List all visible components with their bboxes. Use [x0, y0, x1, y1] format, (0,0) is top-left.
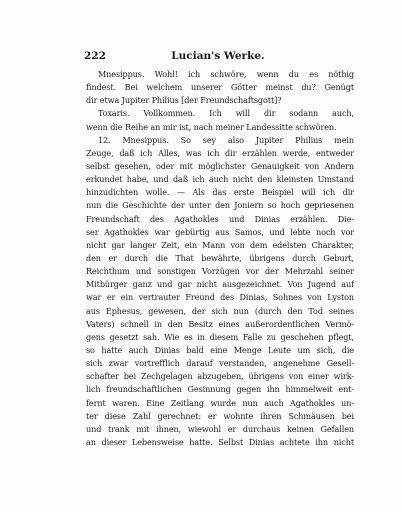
- text-line: ter diese Zahl gerechnet: er wohnte ihren Schmäusen bei: [86, 410, 354, 421]
- text-line: Mnesippus. Wohl! ich schwöre, wenn du es nöthig: [98, 69, 354, 79]
- text-line: gens gesetzt sah. Wie es in diesem Falle zu geschehen pflegt,: [86, 331, 354, 342]
- text-line: den er durch die That bewährte, übrigens durch Geburt,: [86, 252, 354, 263]
- page-number: 222: [84, 50, 106, 62]
- text-line: dir etwa Jupiter Philius [der Freundschaftsgott]?: [86, 95, 282, 106]
- text-line: fernt waren. Eine Zeitlang wurde nun auch Agathokles un-: [86, 397, 354, 408]
- text-line: Zeuge, daß ich Alles, was ich dir erzählen werde, entweder: [86, 147, 354, 158]
- text-line: hinzudichten wolle. — Als das erste Beispiel will ich dir: [86, 187, 354, 198]
- text-line: an dieser Lebensweise hatte. Selbst Dinias achtete ihn nicht: [86, 436, 354, 447]
- text-line: Freundschaft des Agathokles und Dinias erzählen. Die-: [86, 213, 354, 224]
- text-line: erkundet habe, und daß ich auch nicht den kleinsten Umstand: [86, 174, 354, 185]
- text-line: selbst gesehen, oder mit möglichster Genauigkeit von Andern: [86, 160, 354, 171]
- text-line: nun die Geschichte der unter den Joniern so hoch gepriesenen: [86, 200, 354, 211]
- text-line: wenn die Reihe an mir ist, nach meiner Landessitte schwören.: [86, 121, 337, 132]
- text-line: aus Ephesus, gewesen, der sich nun (durch den Tod seines: [86, 305, 354, 316]
- text-line: schafter bei Zechgelagen abzugeben, übrigens von einer wirk-: [86, 371, 354, 382]
- text-line: Vaters) schnell in den Besitz eines außerordentlichen Vermö-: [86, 318, 354, 329]
- text-line: ser Agathokles war gebürtig aus Samos, und lebte noch vor: [86, 226, 354, 237]
- text-line: war er ein vertrauter Freund des Dinias, Sohnes von Lyston: [86, 292, 354, 303]
- text-line: Toxaris. Vollkommen. Ich will dir sodann auch,: [98, 108, 354, 119]
- text-line: findest. Bei welchem unserer Götter meinst du? Genügt: [86, 82, 354, 93]
- text-line: 12. Mnesippus. So sey also Jupiter Philius mein: [98, 134, 354, 145]
- running-title: Lucian's Werke.: [171, 50, 265, 62]
- text-line: so hatte auch Dinias bald eine Menge Leute um sich, die: [86, 344, 354, 355]
- body-text: [86, 68, 354, 449]
- text-line: Mitbürger ganz und gar nicht ausgezeichnet. Von Jugend auf: [86, 279, 354, 290]
- text-line: sich zwar vortrefflich darauf verstanden, angenehme Gesell-: [86, 358, 354, 369]
- text-line: Reichthum und sonstigen Vorzügen vor der Mehrzahl seiner: [86, 266, 354, 277]
- text-line: lich freundschaftlichen Gesinnung gegen ihn himmelweit ent-: [86, 384, 354, 395]
- text-line: nicht gar langer Zeit, ein Mann von dem edelsten Charakter,: [86, 239, 354, 250]
- page-header: [84, 50, 352, 66]
- text-line: und trank mit ihnen, wiewohl er durchaus keinen Gefallen: [86, 423, 354, 434]
